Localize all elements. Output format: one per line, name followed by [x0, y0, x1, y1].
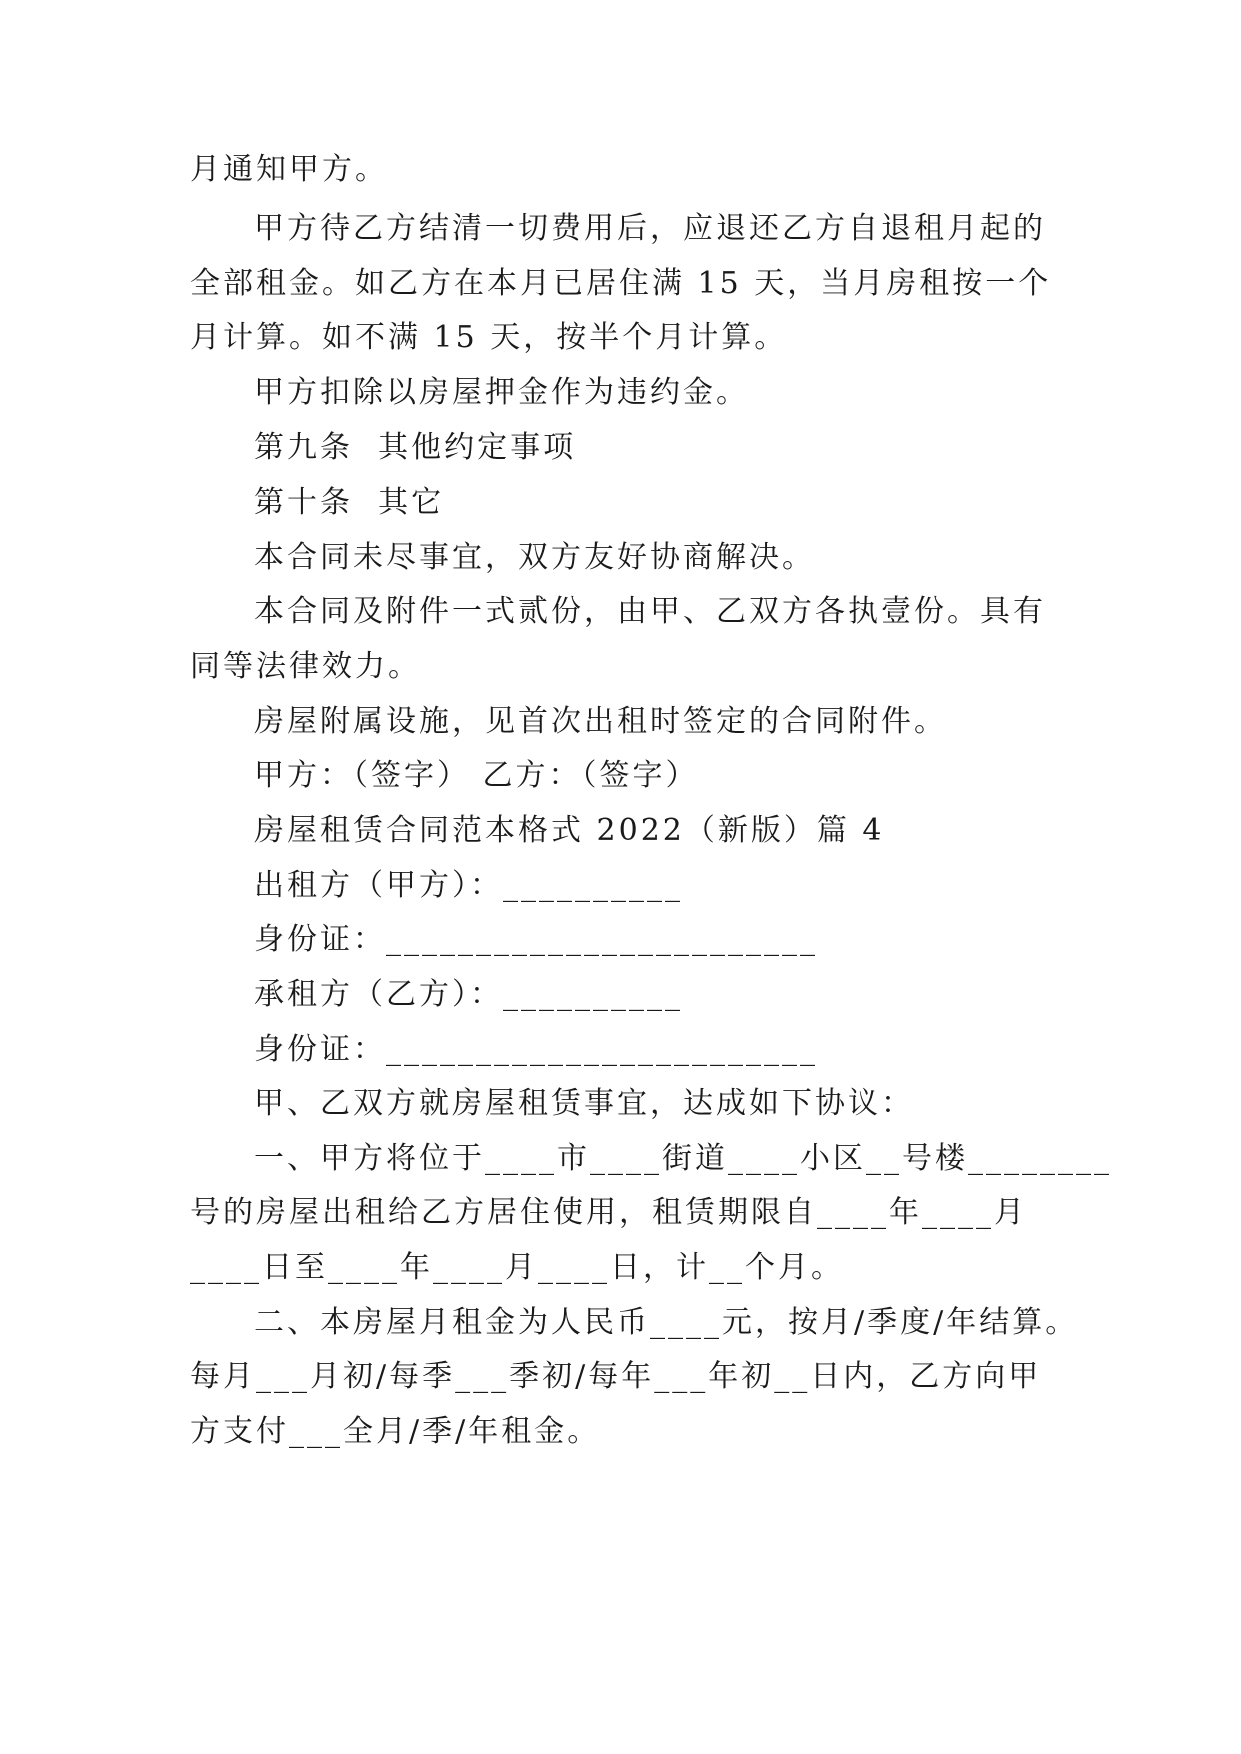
text-line: 月计算。如不满 15 天，按半个月计算。	[190, 320, 788, 355]
lessee-field: 承租方（乙方）：__________	[254, 977, 683, 1012]
clause-line: 一、甲方将位于____市____街道____小区__号楼________	[254, 1141, 1112, 1176]
section-heading: 第九条 其他约定事项	[254, 430, 577, 465]
clause-line: ____日至____年____月____日，计__个月。	[190, 1250, 844, 1285]
text-line: 同等法律效力。	[190, 649, 421, 684]
text-line: 全部租金。如乙方在本月已居住满 15 天，当月房租按一个	[190, 266, 1052, 301]
lessor-field: 出租方（甲方）：__________	[254, 868, 683, 903]
clause-line: 号的房屋出租给乙方居住使用，租赁期限自____年____月	[190, 1195, 1027, 1230]
id-field: 身份证：________________________	[254, 922, 818, 957]
signature-line: 甲方：（签字） 乙方：（签字）	[254, 758, 699, 793]
text-line: 甲方待乙方结清一切费用后，应退还乙方自退租月起的	[254, 211, 1046, 246]
clause-line: 每月___月初/每季___季初/每年___年初__日内，乙方向甲	[190, 1359, 1042, 1394]
contract-title: 房屋租赁合同范本格式 2022（新版）篇 4	[254, 813, 885, 848]
clause-line: 方支付___全月/季/年租金。	[190, 1414, 601, 1449]
text-line: 房屋附属设施，见首次出租时签定的合同附件。	[254, 704, 947, 739]
text-line: 甲方扣除以房屋押金作为违约金。	[254, 375, 749, 410]
id-field: 身份证：________________________	[254, 1032, 818, 1067]
text-line: 月通知甲方。	[190, 152, 388, 187]
text-line: 本合同及附件一式贰份，由甲、乙双方各执壹份。具有	[254, 594, 1046, 629]
text-line: 本合同未尽事宜，双方友好协商解决。	[254, 540, 815, 575]
section-heading: 第十条 其它	[254, 485, 445, 520]
text-line: 甲、乙双方就房屋租赁事宜，达成如下协议：	[254, 1086, 914, 1121]
clause-line: 二、本房屋月租金为人民币____元，按月/季度/年结算。	[254, 1305, 1079, 1340]
